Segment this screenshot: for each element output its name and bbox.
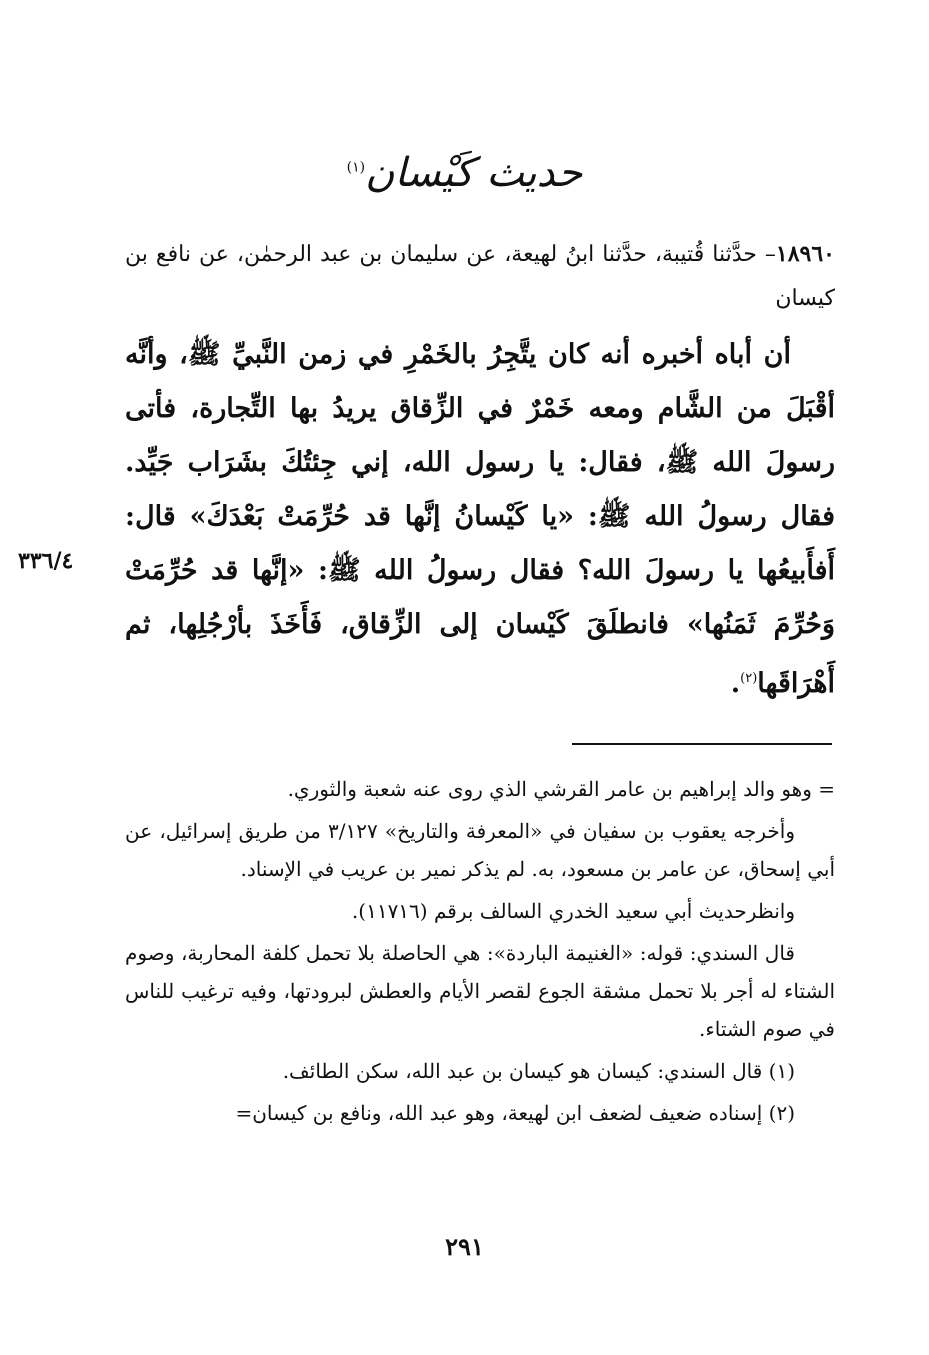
footnote-line: (٢) إسناده ضعيف لضعف ابن لهيعة، وهو عبد الله، ونافع بن كيسان= [235, 1101, 795, 1125]
hadith-title [0, 150, 929, 196]
matn-footnote-marker: (٢) [740, 671, 758, 686]
margin-reference: ٣٣٦/٤ [18, 548, 74, 574]
footnote-line: = وهو والد إبراهيم بن عامر القرشي الذي روى عنه شعبة والثوري. [287, 777, 835, 801]
page-number: ٢٩١ [445, 1232, 484, 1261]
title-footnote-marker: (١) [346, 159, 366, 176]
footnote-line: قال السندي: قوله: «الغنيمة الباردة»: هي الحاصلة بلا تحمل كلفة المحاربة، وصوم الشتاء له أجر بلا تحمل مشقة الجوع لقصر الأيام والعطش لبرودتها، وفيه ترغيب للناس في صوم الشتاء. [125, 941, 835, 1041]
isnad-text: – حدَّثنا قُتيبة، حدَّثنا ابنُ لهيعة، عن سليمان بن عبد الرحمٰن، عن نافع بن كيسان [125, 242, 835, 311]
title-text: حديث كَيْسان [365, 150, 583, 196]
matn-paragraph [125, 328, 835, 711]
matn-end: . [730, 668, 741, 699]
footnote-line: وأخرجه يعقوب بن سفيان في «المعرفة والتاريخ» ٣/١٢٧ من طريق إسرائيل، عن أبي إسحاق، عن عامر بن مسعود، به. لم يذكر نمير بن عريب في الإسناد. [125, 819, 835, 881]
hadith-number: ١٨٩٦٠ [775, 241, 835, 267]
matn-text: أن أباه أخبره أنه كان يتَّجِرُ بالخَمْرِ في زمن النَّبيِّ ﷺ، وأنَّه أقْبَلَ من الشَّام ومعه خَمْرٌ في الزِّقاق يريدُ بها التِّجارة، فأتى رسولَ الله ﷺ، فقال: يا رسول الله، إني جِئتُكَ بشَرَاب جَيِّد. فقال رسولُ الله ﷺ: «يا كَيْسانُ إنَّها قد حُرِّمَتْ بَعْدَكَ» قال: أَفأَبيعُها يا رسولَ الله؟ فقال رسولُ الله ﷺ: «إنَّها قد حُرِّمَتْ وَحُرِّمَ ثَمَنُها» فانطلَقَ كَيْسان إلى الزِّقاق، فَأَخَذَ بأرْجُلِها، ثم أَهْرَاقَها [125, 339, 835, 699]
footnotes [125, 770, 835, 1136]
isnad-paragraph [125, 232, 835, 321]
footnote-line: (١) قال السندي: كيسان هو كيسان بن عبد الله، سكن الطائف. [282, 1059, 795, 1083]
footnote-divider [572, 743, 832, 745]
footnote-line: وانظرحديث أبي سعيد الخدري السالف برقم (١١٧١٦). [351, 899, 795, 923]
